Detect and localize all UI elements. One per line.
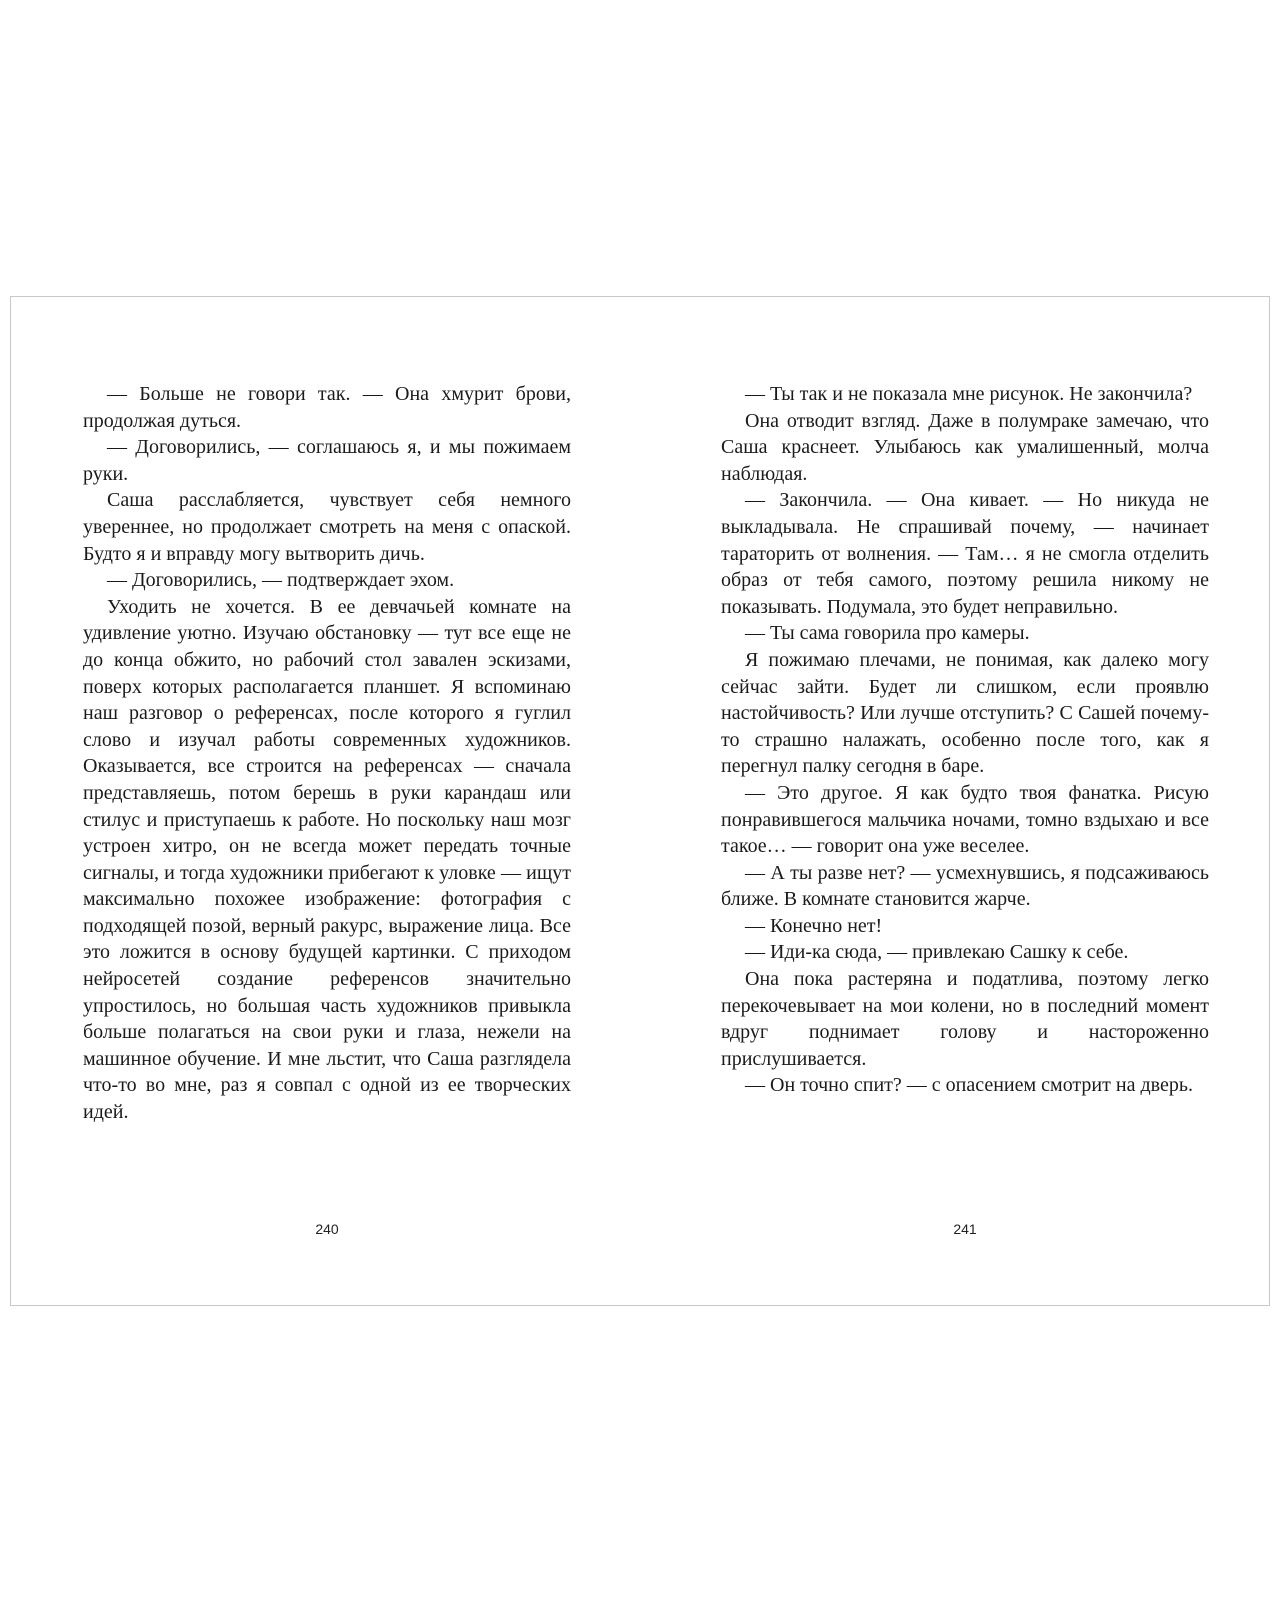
page-number-left: 240 xyxy=(315,1221,339,1237)
book-spread xyxy=(10,296,1270,1306)
paragraph: Она пока растеряна и податлива, поэтому легко перекочевывает на мои колени, но в последний момент вдруг поднимает голову и настороженно прислушивается. xyxy=(721,968,1209,1070)
paragraph: Саша расслабляется, чувствует себя немного увереннее, но продолжает смотреть на меня с опаской. Будто я и вправду могу вытворить дичь. xyxy=(83,489,571,565)
paragraph: Уходить не хочется. В ее девчачьей комнате на удивление уютно. Изучаю обстановку — тут все еще не до конца обжито, но рабочий стол завален эскизами, поверх которых располагается планшет. Я вспоминаю наш разговор о референсах, после которого я гуглил слово и изучал работы современных художников. Оказывается, все строится на референсах — сначала представляешь, потом берешь в руки карандаш или стилус и приступаешь к работе. Но поскольку наш мозг устроен хитро, он не всегда может передать точные сигналы, и тогда художники прибегают к уловке — ищут максимально похожее изображение: фотография с подходящей позой, верный ракурс, выражение лица. Все это ложится в основу будущей картинки. С приходом нейросетей создание референсов значительно упростилось, но большая часть художников привыкла больше полагаться на свои руки и глаза, нежели на машинное обучение. И мне льстит, что Саша разглядела что-то во мне, раз я совпал с одной из ее творческих идей. xyxy=(83,595,571,1124)
paragraph: — Закончила. — Она кивает. — Но никуда не выкладывала. Не спрашивай почему, — начинает тараторить от волнения. — Там… я не смогла отделить образ от тебя самого, поэтому решила никому не показывать. Подумала, это будет неправильно. xyxy=(721,489,1209,618)
left-page xyxy=(83,381,571,1126)
paragraph: — Он точно спит? — с опасением смотрит на дверь. xyxy=(745,1074,1193,1097)
paragraph: — А ты разве нет? — усмехнувшись, я подсаживаюсь ближе. В комнате становится жарче. xyxy=(721,861,1209,911)
paragraph: Я пожимаю плечами, не понимая, как далеко могу сейчас зайти. Будет ли слишком, если проявлю настойчивость? Или лучше отступить? С Сашей почему-то страшно налажать, особенно после того, как я перегнул палку сегодня в баре. xyxy=(721,648,1209,778)
paragraph: — Договорились, — соглашаюсь я, и мы пожимаем руки. xyxy=(83,436,571,485)
paragraph: — Ты сама говорила про камеры. xyxy=(745,622,1030,645)
paragraph: — Договорились, — подтверждает эхом. xyxy=(107,569,455,592)
paragraph: Она отводит взгляд. Даже в полумраке замечаю, что Саша краснеет. Улыбаюсь как умалишенный, молча наблюдая. xyxy=(721,409,1209,485)
paragraph: — Это другое. Я как будто твоя фанатка. Рисую понравившегося мальчика ночами, томно вздыхаю и все такое… — говорит она уже веселее. xyxy=(721,781,1209,858)
paragraph: — Иди-ка сюда, — привлекаю Сашку к себе. xyxy=(745,941,1129,964)
right-page xyxy=(721,381,1209,1099)
paragraph: — Больше не говори так. — Она хмурит брови, продолжая дуться. xyxy=(83,383,571,432)
paragraph: — Ты так и не показала мне рисунок. Не закончила? xyxy=(745,383,1193,405)
paragraph: — Конечно нет! xyxy=(745,914,883,937)
page-number-right: 241 xyxy=(953,1221,977,1237)
